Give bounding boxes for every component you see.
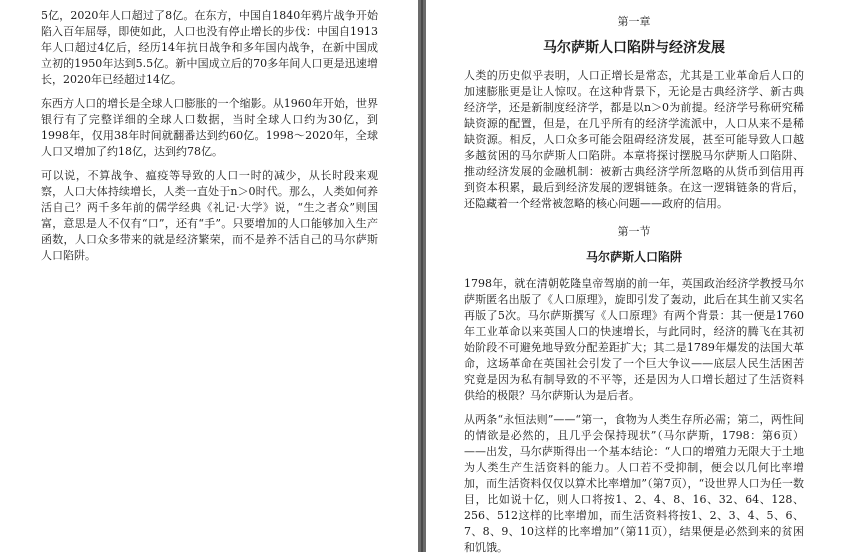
chapter-intro-paragraph: 人类的历史似乎表明，人口正增长是常态，尤其是工业革命后人口的加速膨胀更是让人惊叹。在这种背景下，无论是古典经济学、新古典经济学，还是新制度经济学，都是以n＞0为前提。经济学号称研究稀缺资源的配置，但是，在几乎所有的经济学流派中，人口从来不是稀缺资源。相反，人口众多可能会阻碍经济发展，甚至可能导致人口越多越贫困的马尔萨斯人口陷阱。本章将探讨摆脱马尔萨斯人口陷阱、推动经济发展的金融机制：被新古典经济学所忽略的从货币到信用再到资本积累，最后到经济发展的逻辑链条。在这一逻辑链条的背后，还隐藏着一个经常被忽略的核心问题——政府的信用。 [464,69,804,210]
section-title: 马尔萨斯人口陷阱 [585,250,682,264]
chapter-label: 第一章 [617,15,651,28]
left-paragraph-3: 可以说，不算战争、瘟疫等导致的人口一时的减少，从长时段来观察，人口大体持续增长，人类一直处于n＞0时代。那么，人类如何养活自己？两千多年前的儒学经典《礼记·大学》说，“生之者众”则国富，意思是人不仅有“口”，还有“手”。只要增加的人口能够加入生产函数，人口众多带来的就是经济繁荣，而不是养不活自己的马尔萨斯人口陷阱。 [41,169,378,262]
left-paragraph-1: 5亿，2020年人口超过了8亿。在东方，中国自1840年鸦片战争开始陷入百年屈辱，即使如此，人口也没有停止增长的步伐：中国自1913年人口超过4亿后，经历14年抗日战争和多年国内战争，在新中国成立初的1950年达到5.5亿。新中国成立后的70多年间人口更是迅速增长，2020年已经超过14亿。 [41,9,378,86]
section-paragraph-1: 1798年，就在清朝乾隆皇帝驾崩的前一年，英国政治经济学教授马尔萨斯匿名出版了《人口原理》，旋即引发了轰动，此后在其生前又实名再版了5次。马尔萨斯撰写《人口原理》有两个背景：其一便是1760年工业革命以来英国人口的快速增长，与此同时，经济的腾飞在其初始阶段不可避免地导致分配差距扩大；其二是1789年爆发的法国大革命，这场革命在英国社会引发了一个巨大争议——底层人民生活困苦究竟是因为私有制导致的不平等，还是因为人口增长超过了生活资料供给的极限？马尔萨斯认为是后者。 [464,277,804,402]
left-page [0,0,418,552]
left-paragraph-2: 东西方人口的增长是全球人口膨胀的一个缩影。从1960年开始，世界银行有了完整详细的全球人口数据，当时全球人口约为30亿，到1998年，仅用38年时间就翻番达到约60亿。1998～2020年，全球人口又增加了约18亿，达到约78亿。 [41,97,378,158]
page-divider [421,0,423,552]
chapter-title: 马尔萨斯人口陷阱与经济发展 [543,40,725,56]
section-label: 第一节 [617,225,651,238]
section-paragraph-2: 从两条“永恒法则”——“第一，食物为人类生存所必需；第二，两性间的情欲是必然的，且几乎会保持现状”（马尔萨斯，1798：第6页）——出发，马尔萨斯得出一个基本结论：“人口的增殖力无限大于土地为人类生产生活资料的能力。人口若不受抑制，便会以几何比率增加，而生活资料仅仅以算术比率增加”（第7页），“设世界人口为任一数目，比如说十亿，则人口将按1、2、4、8、16、32、64、128、256、512这样的比率增加，而生活资料将按1、2、3、4、5、6、7、8、9、10这样的比率增加”（第11页），结果便是必然到来的贫困和饥饿。 [464,413,804,554]
right-page [426,0,844,552]
